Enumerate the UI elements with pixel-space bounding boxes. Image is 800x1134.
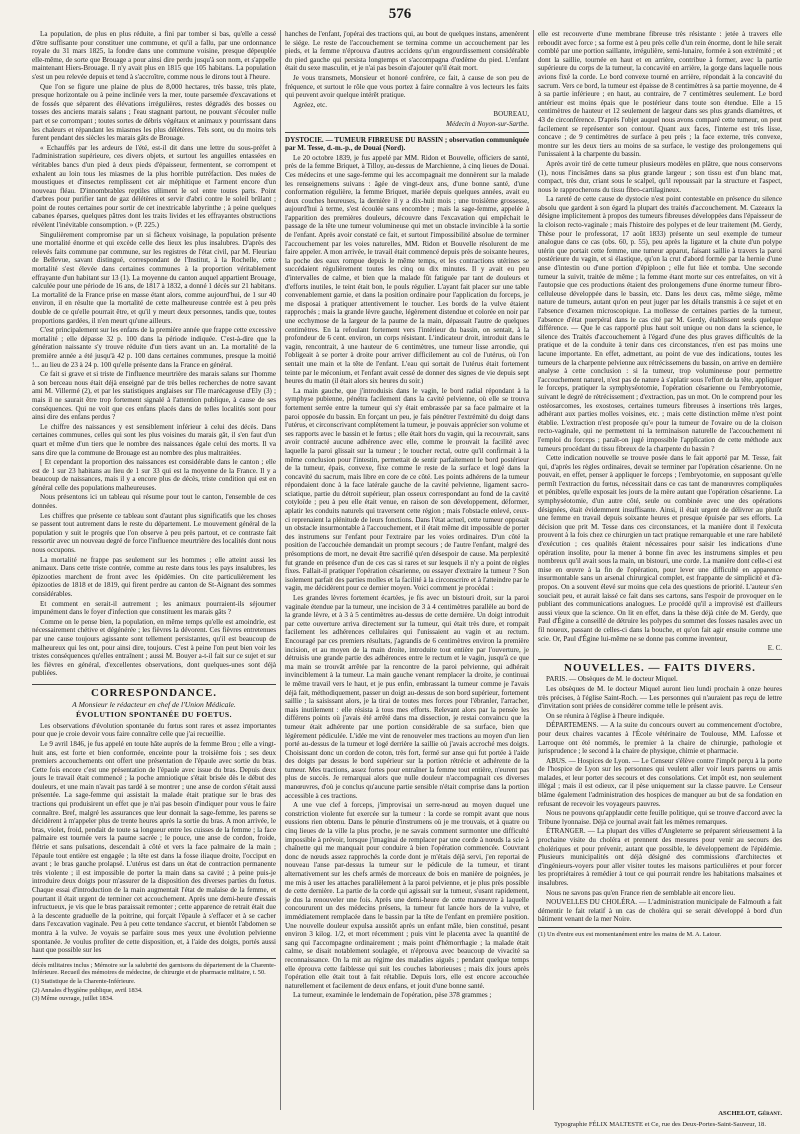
paragraph: Agréez, etc.	[293, 100, 328, 109]
signature-initials: E. C.	[767, 644, 782, 653]
paragraph: Comme on le pense bien, la population, en même temps qu'elle est amoindrie, est nécessairement chétive et dégénérée ; les fièvres la dévorent. Ces fièvres entretenues par une cause toujours agissante sont tellement persistantes, qu'il est beaucoup de malheureux qui les ont, pour ainsi dire, toujours. C'est à peine l'on peut bien voir les tristes conséquences qu'elles entraînent ; aussi M. Bouyer a-t-il fait sur ce sujet et sur les fièvres en général, d'excellentes observations, dont quelques-unes sont déjà publiées.	[32, 617, 276, 678]
paragraph: Je vous transmets, Monsieur et honoré confrère, ce fait, à cause de son peu de fréquence, et surtout le rôle que vous portez à faire connaître à vos lecteurs les faits qui peuvent avoir quelque intérêt pratique.	[285, 73, 529, 100]
news-item: ABUS. — Hospices de Lyon. — Le Censeur s'élève contre l'impôt perçu à la porte de l'hospice de Lyon sur les personnes qui veulent aller voir leurs parens ou amis malades, et leur porter des secours et des consolations. Cet impôt est, non seulement illégal ; mais il est odieux, car il pèse uniquement sur la classe pauvre. Le Censeur blâme également l'administration des hospices de manquer au but de sa fondation en refusant de recevoir les voyageurs pauvres.	[538, 756, 782, 808]
footnote: (1) Un d'entre eux est momentanément entre les mains de M. A. Latour.	[538, 930, 722, 938]
column-middle	[285, 30, 529, 1104]
news-item: ÉTRANGER. — La plupart des villes d'Angleterre se préparent sérieusement à la prochaine visite du choléra et prennent des mesures pour venir au secours des cholériques et pour prévenir, autant que possible, le développement de l'épidémie. Plusieurs municipalités ont déjà désigné des commissions d'architectes et d'ingénieurs-voyers pour aller visiter toutes les maisons particulières et pour forcer les propriétaires à remédier à tout ce qui pourrait rendre les habitations malsaines et insalubres.	[538, 827, 782, 887]
footnote: (2) Annales d'hygiène publique, avril 1834.	[32, 986, 143, 994]
section-heading-correspondance: CORRESPONDANCE.	[32, 684, 276, 698]
paragraph: Ce fait si grave et si triste de l'influence meurtrière des marais salans sur l'homme à son berceau nous était déjà enseigné par de très belles recherches de notre savant ami M. Villermé (2), et par les statistiques anglaises sur l'île marécageuse d'Ely (3) ; mais il ne saurait être trop fortement signalé à l'attention publique, à cause de ses conséquences. Qui ne voit que ces enfans placés dans de telles localités sont pour ainsi dire des enfans perdus ?	[32, 370, 276, 422]
footnote: décès militaires inclus ; Mémoire sur la salubrité des garnisons du département de la Charente-Inférieure. Recueil des mémoires de médecine, de chirurgie et de pharmacie militaire, t. 50.	[32, 961, 276, 977]
paragraph: Singulièrement compromise par un si fâcheux voisinage, la population présente une mortalité énorme et qui excède celle des lieux les plus insalubres. D'après des relevés faits commune par commune, sur les registres de l'état civil, par M. Fleuriau de Bellevue, savant distingué, correspondant de l'Institut, à la Rochelle, cette mortalité s'est élevée dans certaines communes à la proportion véritablement effrayante d'un habitant sur 13 (1). La moyenne du canton auquel appartient Brouage, calculée pour une période de 16 ans, de 1817 à 1832, a donné 1 décès sur 21 habitans. La mortalité de la France prise en masse étant alors, comme aujourd'hui, de 1 sur 40 environ, il en résulte que la mortalité de cette malheureuse contrée est à peu près double de ce qu'elle pourrait être, et qu'il y meurt deux personnes, tandis que, toutes proportions gardées, il n'en meurt qu'une ailleurs.	[32, 230, 276, 325]
signature-title: Médecin à Noyon-sur-Sarthe.	[446, 119, 529, 128]
paragraph: Le chiffre des naissances y est sensiblement inférieur à celui des décès. Dans certaines communes, celles qui sont les plus voisines du marais gât, il s'en faut d'un quart et même d'un tiers que le nombre des naissances égale celui des morts. Il va sans dire que la commune de Brouage est au nombre des plus maltraitées.	[32, 422, 276, 457]
paragraph: Après avoir tiré de cette tumeur plusieurs modèles en plâtre, que nous conservons (1), nous l'incisâmes dans sa plus grande largeur ; son tissu est d'un blanc mat, compact, très dur, criant sous le scalpel, qu'il repoussait par la structure et l'aspect, nous le rapprocherons du tissu fibro-cartilagineux.	[538, 159, 782, 194]
footnote-rule	[538, 927, 782, 928]
paragraph: La rareté de cette cause de dystocie n'est point contestable en présence du silence absolu que gardent à son égard la plupart des traités d'accouchement. M. Cazeaux la désigne implicitement à propos des tumeurs fibreuses développées dans l'épaisseur de la cloison recto-vaginale ; mais l'histoire des polypes et de leur traitement (M. Gerdy, Thèse pour le professorat, 17 août 1833) présente un seul exemple de tumeur analogue dans ce cas (obs. 60, p. 55), peu après la ligature et la chute d'un polype utérin que portait cette femme, une tumeur apparut, faisant saillie à travers la paroi postérieure du vagin, et si élastique, qu'on la crut d'abord formée par la hernie d'une anse d'intestin ou d'une portion d'épiploon ; elle fut liée et tomba. Une seconde tumeur la suivit, traitée de même ; la femme étant morte sur ces entrefaites, on vit à l'autopsie que ces productions étaient des prolongemens d'une énorme tumeur fibro-celluleuse développée dans le bassin, etc. Dans les deux cas, même siége, même nature de tumeurs, autant qu'on en peut juger par les détails transmis à ce sujet et en l'absence d'examen microscopique. La mollesse de certaines parties de la tumeur, l'absence d'état puerpéral dans le cas cité par M. Gerdy, établissent seuls quelque différence. — Que le cas rapporté plus haut soit unique ou non dans la science, le silence des Traités d'accouchement à l'égard d'une des plus graves difficultés de la pratique et de la conduite à tenir dans ces circonstances, n'en est pas moins une lacune importante. En effet, admettant, au point de vue des indications, toutes les tumeurs de la charpente pelvienne aux rétrécissemens du bassin, on arrive en dernière analyse à cette conclusion : si la tumeur, trop volumineuse pour permettre l'accouchement naturel, n'est pas de nature à s'aplatir sous l'effort de la tête, appliquer le forceps, pratiquer la symphyséotomie, l'opération césarienne ou l'embryotomie, suivant le degré de rétrécissement ; d'extraction, pas un mot. On le comprend pour les ostéosarcomes, les exostoses, certaines tumeurs fibreuses à insertions très larges, adhérant aux parties molles voisines, etc. ; mais cette distinction même n'est point établie. L'extraction n'est proposée qu'« pour la tumeur de l'ovaire ou de la cloison recto-vaginale, qui ne permettent ni la terminaison naturelle de l'accouchement ni l'emploi du forceps ; paraît-on jugé impossible l'application de cette méthode aux tumeurs procédant du tissu fibreux de la charpente du bassin ?	[538, 195, 782, 453]
column-left	[32, 30, 276, 1112]
paragraph: La mortalité ne frappe pas seulement sur les hommes ; elle atteint aussi les animaux. Dans cette triste contrée, comme au reste dans tous les pays insalubres, les épizooties marchent de front avec les épidémies. On cite particulièrement les épizooties de 1818 et de 1819, qui firent perdre au canton de St-Aignant des sommes considérables.	[32, 555, 276, 598]
section-heading-nouvelles: NOUVELLES. — FAITS DIVERS.	[538, 659, 782, 673]
paragraph: C'est principalement sur les enfans de la première année que frappe cette excessive mortalité ; elle dépasse 32 p. 100 dans la période indiquée. C'est-à-dire que la génération naissante s'y trouve réduite d'un tiers avant un an. La mortalité de la première année a été jusqu'à 42 p. 100 dans certaines communes, presque la moitié !... au lieu de 23 à 24 p. 100 qu'elle présente dans la France en général.	[32, 326, 276, 369]
news-item: PARIS. — Obsèques de M. le docteur Miquel.	[546, 675, 678, 684]
footnote: (1) Statistique de la Charente-Inférieure.	[32, 977, 136, 985]
paragraph: Les observations d'évolution spontanée du fœtus sont rares et assez importantes pour que je croie devoir vous faire connaître celle que j'ai recueillie.	[32, 721, 276, 739]
paragraph: Nous présentons ici un tableau qui résume pour tout le canton, l'ensemble de ces données.	[32, 493, 276, 511]
printer-credit: Typographie FÉLIX MALTESTE et Ce, rue des Deux-Portes-Saint-Sauveur, 18.	[553, 1121, 766, 1128]
manager-signature: ASCHELOT, Gérant.	[718, 1110, 782, 1117]
column-divider	[533, 30, 534, 1110]
news-item: Nous ne pouvons qu'applaudir cette feuille politique, qui se trouve d'accord avec la Tribune lyonnaise. Déjà ce journal avait fait les mêmes remarques.	[538, 809, 782, 826]
article-title-dystocie: DYSTOCIE. — TUMEUR FIBREUSE DU BASSIN ; observation communiquée par M. Tesse, d.-m.-p., de Douai (Nord).	[285, 135, 529, 153]
news-item: On se réunira à l'église à l'heure indiquée.	[546, 711, 665, 720]
paragraph: Le 9 avril 1846, je fus appelé en toute hâte auprès de la femme Brou ; elle a vingt-huit ans, est forte et bien conformée, enceinte pour la troisième fois ; ses deux premiers accouchements ont offert une présentation de l'épaule avec sortie du bras. Cette fois encore c'est une présentation de l'épaule avec issue du bras. Depuis deux jours le travail était commencé ; la poche amniotique s'était brisée dès le début des douleurs, et une main n'avait pas tardé à se montrer ; une anse de cordon s'était aussi présentée. La sage-femme qui assistait la malade était pratique sur le bras des tractions qui produisirent un effet que je n'ai pas besoin d'indiquer pour vous le faire connaître. Bref, malgré les assurances que leur donnait la sage-femme, les parens se décidèrent à m'appeler plus de trente heures après la sortie du bras. A mon arrivée, le bras, violet, froid, pendait de toute sa longueur entre les cuisses de la femme ; la face palmaire est tournée vers la paume sacrée ; le pouce, une anse de cordon, froide, flétrie et sans pulsations, descendait à côté et vers la face palmaire de la main ; l'épaule tout entière est engagée ; la tête est dans la fosse iliaque droite, l'occiput en avant ; le bras gauche prolapsé. L'utérus est dans un état de contraction permanente très violente ; il est impossible de porter la main dans sa cavité ; à peine puis-je introduire deux doigts pour m'assurer de la disposition des diverses parties du fœtus. Chaque essai d'introduction de la main augmentait l'état de malaise de la femme, et pourtant il était urgent de terminer cet accouchement. Après une demi-heure d'essais infructueux, je vis que le bras paraissait remonter ; cette apparence de retrait était due à la descente graduelle de la poitrine, qui forçait l'épaule à s'effacer et à se cacher dans l'excavation vaginale. Peu à peu cette tendance s'accrut, et bientôt l'abdomen se montra à la vulve. Je voyais se parfaire sous mes yeux une évolution pelvienne spontanée. Je voulus profiter de cette disposition, et, à l'aide des doigts, portés aussi haut que possible sur les	[32, 739, 276, 955]
paragraph: La tumeur, examinée le lendemain de l'opération, pèse 378 grammes ;	[293, 991, 492, 1000]
paragraph: La main gauche, que j'introduisis dans le vagin, le bord radial répondant à la symphyse pubienne, pénétra facilement dans la cavité pelvienne, où elle se trouva fortement serrée entre la tumeur qui s'y était embrassée par sa face palmaire et la paroi opposée du bassin. En forçant un peu, je fais pénétrer l'extrémité du doigt dans l'utérus, et circonscrivant complètement la tumeur, je pouvais apprécier son volume et ses rapports avec le bassin et le fœtus ; elle était hors du vagin, qui la recouvrait, sans avoir contracté aucune adhérence avec elle, comme le prouvait la facilité avec laquelle la paroi glissait sur la tumeur ; le toucher rectal, outre qu'il confirmait à la même conclusion pour l'intestin, permettait de sentir parfaitement le bord postérieur de la tumeur, épais, convexe, fixe comme le reste de la surface et logé dans la concavité du sacrum, mais libre en core de ce côté. Les points adhérens de la tumeur répondaient donc à la face latérale gauche de la cavité pelvienne, ligament sacro-sciatique, partie du détroit supérieur, plan osseux correspondant au fond de la cavité cotyloïde ; peu à peu elle était venue, en raison de son développement, déformer, aplatir les conduits naturels qui traversent cette région ; mais l'obstacle enlevé, ceux-ci reprenaient la plénitude de leurs fonctions. Dans l'état actuel, cette tumeur opposait un obstacle insurmontable à l'accouchement, et il était même dit impossible de porter des instrumens sur l'enfant pour l'extraire par les voies ordinaires. D'un côté la position de l'accouchée demandait un prompt secours ; de l'autre l'enfant, malgré des présomptions de mort, ne devait être sacrifié qu'en désespoir de cause. Ma perplexité fut grande en présence d'un de ces cas si rares et sur lesquels il n'y a point de règles fixes. Fallait-il pratiquer l'opération césarienne, ou essayer d'extraire la tumeur ? Son isolement parfait des parties molles et la facilité à la circonscrire et à l'atteindre par le vagin, me décidèrent pour ce dernier moyen. Voici comment je procédai :	[285, 386, 529, 593]
paragraph: [ Et cependant la proportion des naissances est considérable dans le canton ; elle est de 1 sur 23 habitans au lieu de 1 sur 33 qui est la moyenne de la France. Il y a beaucoup de naissances, mais il y a encore plus de décès, triste condition qui est en général celle des populations malheureuses.	[32, 458, 276, 492]
column-right	[538, 30, 782, 1120]
paragraph: Les chiffres que présente ce tableau sont d'autant plus significatifs que les choses se passent tout autrement dans le reste du département. Le mouvement général de la population y suit le progrès que l'on observe à peu près partout, et ce contraste fait ressortir avec un nouveau degré de force l'influence meurtrière des localités dont nous nous occupons.	[32, 511, 276, 555]
signature-name: BOUREAU,	[493, 110, 529, 119]
page-number: 576	[388, 6, 412, 22]
news-item: DÉPARTEMENS. — A la suite du concours ouvert au commencement d'octobre, pour deux chaires vacantes à l'École vétérinaire de Toulouse, MM. Lafosse et Larroque ont été nommés, le premier à la chaire de chirurgie, pathologie et jurisprudence ; le second à la chaire de physique, chimie et pharmacie.	[538, 721, 782, 756]
paragraph: Les grandes lèvres fortement écartées, je fis avec un bistouri droit, sur la paroi vaginale étendue par la tumeur, une incision de 3 à 4 centimètres parallèle au bord de la grande lèvre, et à 3 à 5 centimètres au-dessus de cette dernière. Un doigt introduit par cette ouverture arriva directement sur la tumeur, qui était très dure, et rompait facilement les adhérences cellulaires qui l'unissaient au vagin et au rectum. Encouragé par ces premiers résultats, j'agrandis de 6 centimètres environ la première incision, et au moyen de la main droite, introduite tout entière par l'ouverture, je détruisis une grande partie des adhérences entre le rectum et le vagin, jusqu'à ce que ma main se trouvât arrêtée par la rencontre de la paroi pelvienne, qui adhérait invinciblement à la tumeur. La main gauche venant remplacer la droite, je continuai le même travail vers le haut, et je pus enfin, embrassant la tumeur comme je l'avais déjà fait, méthodiquement, passer un doigt au-dessus de son bord supérieur, fortement saillie ; la saisissant alors, je la tirai de toutes mes forces pour l'ébranler, l'arracher, mais inutilement : elle résista à tous mes efforts. Relevant alors par la pensée les différens points où j'avais été arrêté dans ma dissection, je restai convaincu que la tumeur était adhérente par une portion considérable de sa surface, bien que légèrement pédiculée. L'idée me vint de renouveler mes tractions au moyen d'un lien porté au-dessus de la tumeur et logé derrière la saillie où j'avais accroché mes doigts. Choisissant donc un cordon de coton, très fort, fermé sur anse qui fut portée à l'aide des doigts par dessus le bord supérieur sur la portion rétrécie et adhérente de la tumeur. Mes tractions, assez fortes pour entraîner la femme tout entière, n'eurent pas plus de succès. Je remarquai alors que nulle douleur n'accompagnait ces diverses manœuvres, d'où je conclus qu'aucune partie sensible n'était comprise dans la portion accessible à ces tractions.	[285, 594, 529, 800]
paragraph: elle est recouverte d'une membrane fibreuse très résistante : jetée à travers elle reboudit avec force ; sa forme est à peu près celle d'un rein énorme, dont le hile serait comblé par une portion saillante, irrégulière, semi-lunaire, formée à son extrémité ; et dont la saillie, tournée en haut et en arrière, contribue à former, avec la partie supérieure du corps de la tumeur, la concavité en arrière, la gorge dans laquelle nous avions fixé la corde. Le bord convexe tourné en arrière, répondait à la concavité du sacrum. Vers ce bord, la tumeur est épaisse de 8 centimètres à sa partie moyenne, de 4 à sa partie inférieure ; en haut, au contraire, de 7 centimètres seulement. Le bord antérieur est moins épais que le postérieur dans toute son étendue. Elle a 15 centimètres de hauteur et 12 seulement de largeur dans ses plus grands diamètres, et 43 de circonférence. D'après l'objet auquel nous avons comparé cette tumeur, on peut facilement se représenter son contour. Quant aux faces, l'interne est très lisse, concave ; de 9 centimètres de surface à peu près ; la face externe, très convexe, montre sur les deux tiers au moins de sa surface, le vestige des prolongemens qui l'unissaient à la charpente du bassin.	[538, 30, 782, 159]
quotation: « Echauffés par les ardeurs de l'été, est-il dit dans une lettre du sous-préfet à l'administration supérieure, ces divers objets, et surtout les anguilles entassées en véritables bancs d'un pied à deux pieds d'épaisseur, fermentent, se corrompent et exhalent au loin tous les miasmes de la plus horrible putréfaction. Des nuées de moustiques et d'insectes remplissent cet air méphitique et l'arment encore d'un nouveau fléau. D'innombrables reptiles ulliment le sol entre toutes parts. Point d'arbres pour purifier tant de gaz délétères et servir d'abri contre le soleil brûlant ; point de routes certaines pour sortir de cet inextricable labyrinthe ; à peine quelques cabanes éparses, quelques pâtres dont les traits livides et les effrayantes obstructions révèlent l'inévitable consomption. » (P. 225.)	[32, 143, 276, 230]
column-divider	[280, 30, 281, 1110]
paragraph: A une vue clef à forceps, j'improvisai un serre-nœud au moyen duquel une constriction violente fut exercée sur la tumeur : la corde se rompit avant que nous eussions rien obtenu. Dans le pénurie d'instrumens où je me trouvais, et à quatre ou cinq lieues de la ville la plus proche, je ne savais comment surmonter une difficulté impossible à prévoir, lorsque j'imaginai de remplacer par une corde à nœuds la scie à chaînette qui me manquait pour conduire à bien l'opération commencée. Couvrant donc de nœuds assez rapprochés la corde dont je m'étais déjà servi, j'en reportai de nouveau l'anse par-dessus la tumeur sur le pédicule de la tumeur, et tirant alternativement sur les chefs armés de morceaux de bois en manière de poignées, je me mis à user les attaches parallèlement à la paroi pelvienne, et je plus près possible de cette dernière. La partie de la corde qui agissait sur la tumeur, s'usant rapidement, je dus la renouveler une fois. Après une demi-heure de cette manœuvre à laquelle concoururent un des médecins présens, la tumeur fut lancée hors de la vulve, et immédiatement remplacée dans le bassin par la tête de l'enfant en première position. Une nouvelle douleur expulsa aussitôt après un enfant mâle, bien constitué, pesant environ 3 kilog. 1/2, et mort récemment ; puis vint le placenta avec la quantité de sang qui l'accompagne ordinairement ; mais point d'hémorrhagie ; la malade était calme, se disait notablement soulagée, et n'éprouva avec beaucoup de vivacité sa reconnaissance. On la mit au régime des maladies aiguës ; pendant quelque temps elle éprouva cette faiblesse qui suit les couches laborieuses ; mais dix jours après l'opération elle était tout à fait rétablie. Depuis lors, elle est encore accouchée naturellement et facilement de deux enfans, et jouit d'une bonne santé.	[285, 801, 529, 990]
paragraph: Que l'on se figure une plaine de plus de 8,000 hectares, très basse, très plate, presque horizontale ou à peine inclinée vers la mer, toute parsemée d'excavations et de fossés que séparent des élévations irrégulières, restes dégradés des bosses ou tosses des anciens marais salans ; l'eau stagnant partout, ne pouvant s'écouler nulle part et se corrompant ; toutes sortes de débris végétaux et animaux y pourrissant dans les chaleurs et répandant les miasmes les plus délétères. Tels sont, ou du moins tels furent pendant des siècles les marais gâts de Brouage.	[32, 82, 276, 143]
paragraph: Cette indication nouvelle se trouve posée dans le fait apporté par M. Tesse, fait qui, d'après les règles ordinaires, devait se terminer par l'opération césarienne. On ne pouvait, en effet, penser à appliquer le forceps ; l'embryotomie, en supposant qu'elle permît l'extraction du fœtus, nécessitait dans ce cas tant de manœuvres compliquées et pénibles, qu'elle exposait les jours de la mère autant que l'opération césarienne. La symphyséotomie, d'un autre côté, seule ou combinée avec une des opérations désignées, était évidemment insuffisante. Ainsi, il était urgent de délivrer au plutôt une femme en travail depuis soixante heures et presque épuisée par ses efforts. La décision que prit M. Tesse dans ces circonstances, et la manière dont il l'exécuta prouvent à la fois chez ce chirurgien un tact pratique remarquable et une rare habileté d'exécution ; ces qualités étaient nécessaires pour saisir les indications d'une opération insolite, pour la mener à bonne fin avec les instrumens simples et peu nombreux qu'il avait sous la main, un bistouri, une corde. La manière dont celle-ci est mise en œuvre à la fin de l'opération, pour lever une difficulté en apparence insurmontable sans un arsenal chirurgical complet, est frappante de simplicité et d'à-propos. On a souvent élevé sur moins que cela des questions de priorité. L'auteur s'en souciait peu, et aurait laissé ce fait dans ses cartons, sans l'espoir de provoquer en le publiant des communications analogues. Le procédé qu'il a improvisé est d'ailleurs aussi vieux que la science. On lit en effet, dans la thèse déjà citée de M. Gerdy, que Paul d'Égine a conseillé de détruire les polypes du sommet des fosses nasales avec un fil noueux, passant de celles-ci dans la bouche, et qu'on fait agir ensuite comme une scie. Or, Paul d'Égine lui-même ne se donne pas comme inventeur,	[538, 454, 782, 643]
paragraph: Le 20 octobre 1839, je fus appelé par MM. Ridon et Bouvelle, officiers de santé, près de la femme Briquet, à Tilloy, au-dessus de Marchienne, à cinq lieues de Douai. Ces médecins et une sage-femme qui les accompagnait me donnèrent sur la malade les renseignemens suivans : âgée de vingt-deux ans, d'une bonne santé, d'une conformation régulière, la femme Briquet, mariée depuis quelques années, avait eu deux couches heureuses, la dernière il y a dix-huit mois ; une troisième grossesse, aujourd'hui à terme, s'est écoulée sans encombre ; mais la sage-femme, appelée à l'apparition des premières douleurs, découvre dans l'excavation qui empêchait le passage de la tête une tumeur volumineuse qui met un obstacle invincible à la sortie de l'enfant. Après avoir constaté ce fait, et surtout l'impossibilité absolue de terminer l'accouchement par les voies naturelles, MM. Ridon et Bouvelle résolurent de me faire appeler. A mon arrivée, le travail était commencé depuis près de soixante heures, la poche des eaux rompue depuis le même temps, et les contractions utérines se succédaient régulièrement toutes les cinq ou dix minutes. Il y avait eu peu d'intervalles de calme, et bien que la malade fût fatiguée par tant de douleurs et d'efforts inutiles, le teint était bon, le pouls régulier. L'ayant fait placer sur une table convenablement garnie, et dans la position ordinaire pour l'application du forceps, je me disposai à pratiquer attentivement le toucher. Les bords de la vulve étaient rapprochés ; mais la grande lèvre gauche, légèrement distendue et colorée en noir par une ecchymose de la largeur de la paume de la main, dépassait l'autre de quelques centimètres. En la refoulant fortement vers l'intérieur du bassin, on sentait, à la profondeur de 6 cent. environ, un corps résistant. L'indicateur droit, introduit dans le vagin, rencontrait, à une hauteur de 6 centimètres, une tumeur lisse arrondie, qui l'obligeait à se porter à droite pour arriver difficilement au col de l'utérus, où l'on sentait une main et la tête de l'enfant. L'eau qui sortait de l'utérus était fortement teinte par le méconium, et l'enfant avait cessé de donner des signes de vie depuis sept heures du matin (il était alors six heures du soir.)	[285, 153, 529, 386]
paragraph: Et comment en serait-il autrement ; les animaux pourraient-ils séjourner impunément dans le foyer d'infection que constituent les marais gâts ?	[32, 599, 276, 617]
news-item: Nous ne savons pas qu'en France rien de semblable ait encore lieu.	[546, 888, 736, 897]
letter-address: A Monsieur le rédacteur en chef de l'Union Médicale.	[72, 699, 236, 709]
news-item: Les obsèques de M. le docteur Miquel auront lieu lundi prochain à onze heures très précises, à l'église Saint-Roch. — Les personnes qui n'auraient pas reçu de lettre d'invitation sont priées de considérer comme telle le présent avis.	[538, 684, 782, 711]
footnote-rule	[32, 958, 276, 959]
news-item: NOUVELLES DU CHOLÉRA. — L'administration municipale de Falmouth a fait démentir le fait relatif à un cas de choléra qui se serait développé à bord d'un bâtiment venant de la mer Noire.	[538, 898, 782, 924]
letter-subject: ÉVOLUTION SPONTANÉE DU FOETUS.	[75, 710, 233, 720]
footnote: (3) Même ouvrage, juillet 1834.	[32, 995, 114, 1003]
section-rule	[285, 132, 529, 133]
paragraph: La population, de plus en plus réduite, a fini par tomber si bas, qu'elle a cessé d'être suffisante pour constituer une commune, et qu'il a fallu, par une ordonnance royale du 31 mars 1825, la fondre dans une commune voisine, presque dépeuplée elle-même, de sorte que Brouage a pour ainsi dire perdu jusqu'à son nom, et s'appelle maintenant Hiers-Brouage. Il n'y avait plus en 1815 que 105 habitans. La population s'est un peu relevée depuis et tend à s'accroître, comme nous le dirons tout à l'heure.	[32, 30, 276, 81]
paragraph: hanches de l'enfant, j'opérai des tractions qui, au bout de quelques instans, amenèrent le siége. Le reste de l'accouchement se termina comme un accouchement par les pieds, et la femme n'éprouva d'autres accidens qu'un engourdissement considérable du pied gauche qui persista longtemps et s'accompagna d'œdème du pied. L'enfant était du sexe masculin, et je n'ai pas besoin d'ajouter qu'il était mort.	[285, 30, 529, 73]
